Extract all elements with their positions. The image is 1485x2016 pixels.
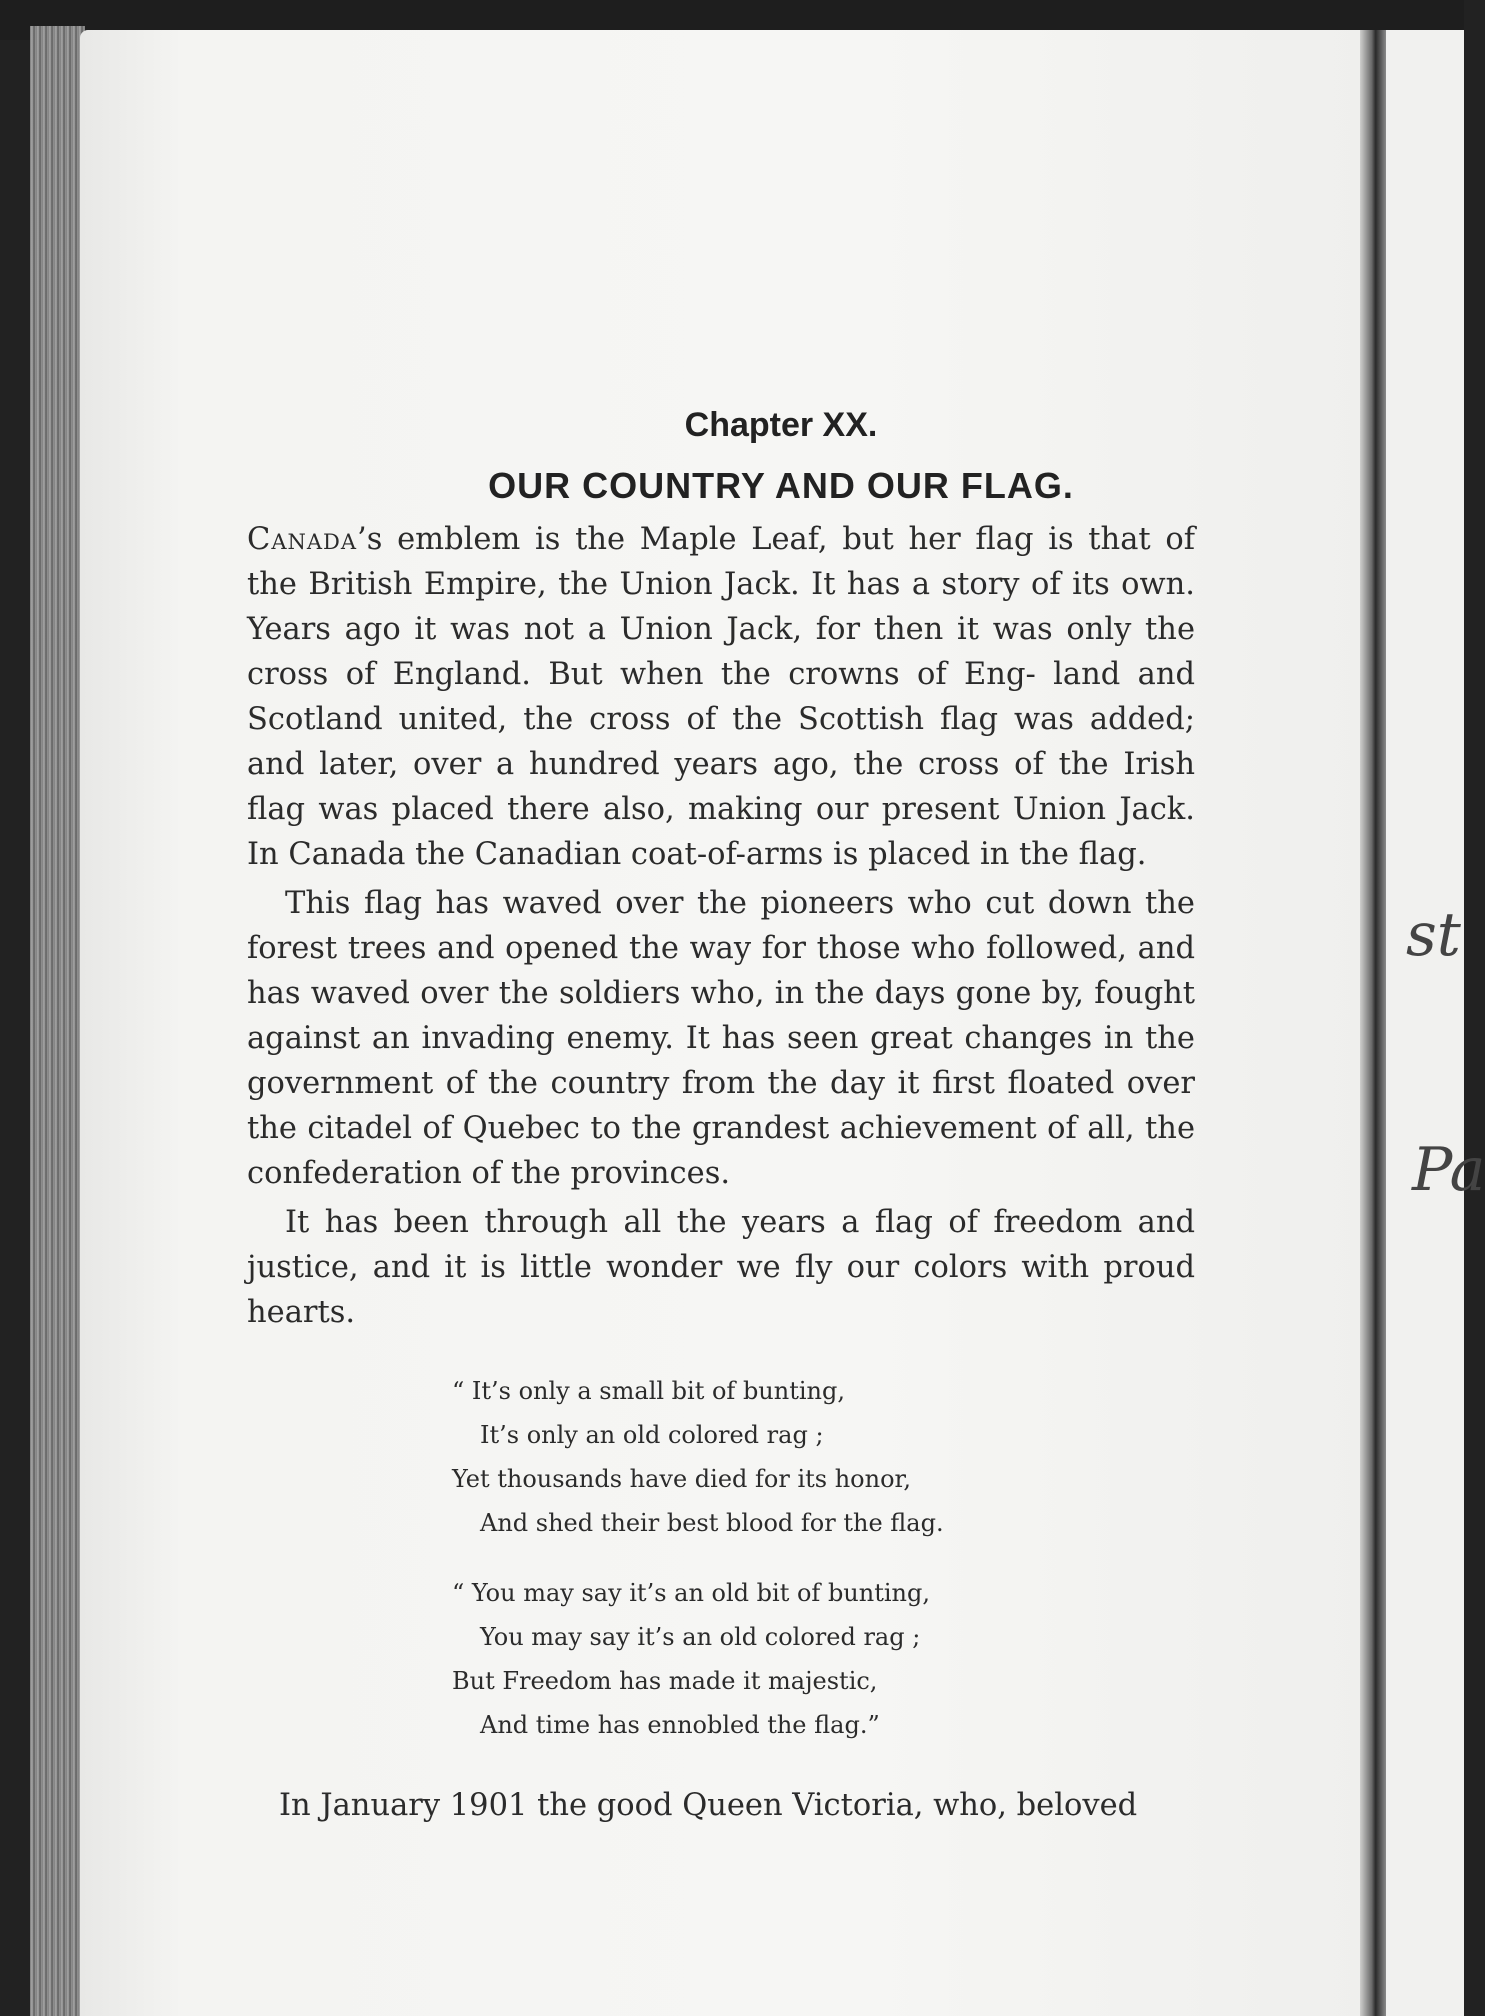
poem-line: Yet thousands have died for its honor,: [452, 1465, 911, 1493]
poem-line: “ You may say it’s an old bit of bunting,: [452, 1579, 930, 1607]
book-page-edges: [30, 26, 85, 2016]
handwritten-note-st: st: [1406, 900, 1461, 970]
facing-page: [1386, 30, 1485, 2016]
paragraph-3: It has been through all the years a flag of freedom and justice, and it is little wonder we fly our colors with proud hearts.: [247, 1205, 1195, 1330]
poem-line: But Freedom has made it majestic,: [452, 1667, 878, 1695]
paragraph-1: [247, 517, 1195, 877]
poem-line: It’s only an old colored rag ;: [480, 1421, 824, 1449]
paragraph-1-text: ’s emblem is the Maple Leaf, but her flag is that of the British Empire, the Union Jack. It has a story of its own. Years ago it was not a Union Jack, for then it was only the cross of England. But when the crowns of Eng- land and Scotland united, the cross of the Scottish flag was added; and later, over a hundred years ago, the cross of the Irish flag was placed there also, making our present Union Jack. In Canada the Canadian coat-of-arms is placed in the flag.: [247, 522, 1195, 872]
poem-stanza-2: [452, 1571, 1195, 1747]
final-line: In January 1901 the good Queen Victoria, who, beloved: [279, 1788, 1138, 1823]
book-gutter: [1360, 30, 1386, 2016]
handwritten-note-pa: Pa: [1412, 1135, 1485, 1205]
poem-line: “ It’s only a small bit of bunting,: [452, 1377, 845, 1405]
paragraph-lead: Canada: [247, 522, 358, 557]
poem-line: And shed their best blood for the flag.: [480, 1509, 944, 1537]
poem-line: You may say it’s an old colored rag ;: [480, 1623, 921, 1651]
chapter-heading: Chapter XX.: [684, 406, 878, 444]
paragraph-2: This flag has waved over the pioneers who cut down the forest trees and opened the way for those who followed, and has waved over the soldiers who, in the days gone by, fought against an invading enemy. It has seen great changes in the government of the country from the day it first floated over the citadel of Quebec to the grandest achievement of all, the confederation of the provinces.: [247, 886, 1195, 1191]
chapter-text: [247, 395, 1195, 1859]
poem-line: And time has ennobled the flag.”: [480, 1711, 880, 1739]
poem-stanza-1: [452, 1369, 1195, 1545]
chapter-title: OUR COUNTRY AND OUR FLAG.: [488, 465, 1074, 506]
